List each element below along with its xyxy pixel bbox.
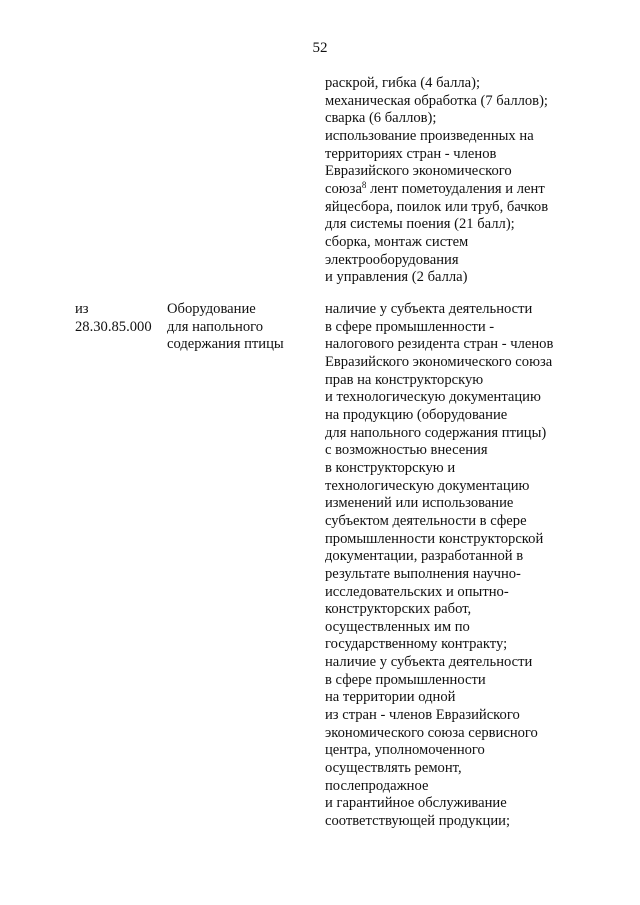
text-line: исследовательских и опытно- bbox=[325, 583, 509, 600]
text-line: раскрой, гибка (4 балла); bbox=[325, 75, 481, 91]
text-line: Евразийского экономического bbox=[325, 163, 512, 180]
text-line: использование произведенных на bbox=[325, 127, 534, 144]
text-line: на продукцию (оборудование bbox=[325, 406, 508, 423]
text-line: конструкторских работ, bbox=[325, 601, 472, 618]
text-line: результате выполнения научно- bbox=[325, 565, 521, 582]
product-code-cell bbox=[75, 301, 152, 336]
text-line: налогового резидента стран - членов bbox=[325, 336, 554, 353]
text-line: содержания птицы bbox=[167, 336, 284, 353]
text-line: из стран - членов Евразийского bbox=[325, 707, 520, 724]
text-line: для напольного содержания птицы) bbox=[325, 424, 547, 441]
text-line: территориях стран - членов bbox=[325, 145, 497, 162]
text-line: промышленности конструкторской bbox=[325, 530, 544, 547]
text-line: центра, уполномоченного bbox=[325, 742, 485, 759]
conditions-cell bbox=[325, 301, 553, 831]
text-line-with-footnote bbox=[325, 181, 548, 199]
okpd-code: 28.30.85.000 bbox=[75, 318, 152, 335]
product-name-cell bbox=[167, 301, 284, 354]
text-line: в конструкторскую и bbox=[325, 459, 456, 476]
text-line: и гарантийное обслуживание bbox=[325, 795, 507, 812]
text-line: на территории одной bbox=[325, 689, 456, 706]
text-line: наличие у субъекта деятельности bbox=[325, 301, 533, 317]
text-line: и технологическую документацию bbox=[325, 389, 541, 406]
footnote-mark: 8 bbox=[361, 179, 367, 190]
text-line: сборка, монтаж систем bbox=[325, 233, 469, 250]
text-line: государственному контракту; bbox=[325, 636, 508, 653]
text-line: для системы поения (21 балл); bbox=[325, 216, 515, 233]
text-line: наличие у субъекта деятельности bbox=[325, 654, 533, 671]
text-fragment: лент пометоудаления и лент bbox=[370, 180, 545, 197]
text-line: в сфере промышленности bbox=[325, 671, 486, 688]
text-line: сварка (6 баллов); bbox=[325, 110, 437, 127]
code-prefix: из bbox=[75, 301, 89, 317]
text-line: послепродажное bbox=[325, 777, 429, 794]
text-line: соответствующей продукции; bbox=[325, 813, 510, 830]
text-line: в сфере промышленности - bbox=[325, 318, 495, 335]
text-line: субъектом деятельности в сфере bbox=[325, 512, 527, 529]
text-line: изменений или использование bbox=[325, 495, 514, 512]
page-number: 52 bbox=[312, 40, 328, 56]
text-line: Оборудование bbox=[167, 301, 256, 317]
text-line: прав на конструкторскую bbox=[325, 371, 484, 388]
text-line: документации, разработанной в bbox=[325, 548, 524, 565]
text-line: механическая обработка (7 баллов); bbox=[325, 92, 548, 109]
conditions-continuation bbox=[325, 75, 548, 287]
text-line: с возможностью внесения bbox=[325, 442, 488, 459]
text-line: и управления (2 балла) bbox=[325, 269, 468, 286]
text-line: яйцесбора, поилок или труб, бачков bbox=[325, 198, 549, 215]
text-line: Евразийского экономического союза bbox=[325, 353, 553, 370]
text-line: осуществлять ремонт, bbox=[325, 760, 462, 777]
text-line: для напольного bbox=[167, 318, 264, 335]
text-fragment: союза bbox=[325, 180, 362, 197]
text-line: технологическую документацию bbox=[325, 477, 530, 494]
text-line: электрооборудования bbox=[325, 251, 459, 268]
text-line: осуществленных им по bbox=[325, 618, 470, 635]
text-line: экономического союза сервисного bbox=[325, 724, 538, 741]
